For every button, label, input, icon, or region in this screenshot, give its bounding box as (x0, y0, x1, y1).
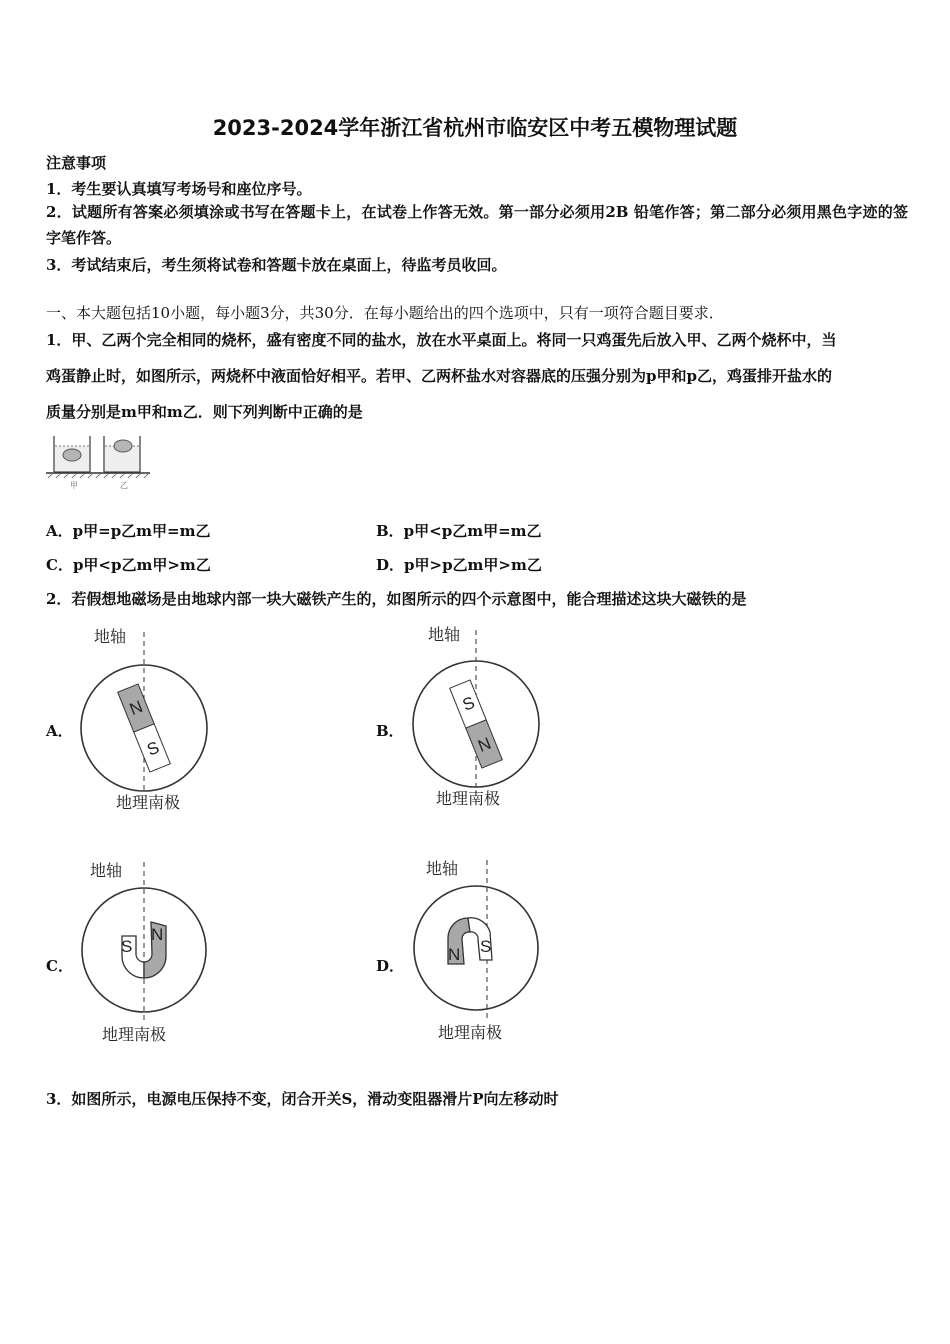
north-label: N (126, 696, 146, 720)
horseshoe-magnet (121, 922, 166, 978)
pole-label: 地理南极 (102, 1027, 167, 1044)
horseshoe-magnet (448, 918, 492, 964)
q1-option-c[interactable]: C．p甲<p乙m甲>m乙 (46, 556, 211, 574)
notice-item-1: 1．考生要认真填写考场号和座位序号。 (46, 180, 312, 198)
north-label: N (475, 733, 494, 756)
q2-option-c[interactable]: C． (46, 957, 73, 975)
q1-line-3: 质量分别是m甲和m乙．则下列判断中正确的是 (46, 403, 363, 421)
q2-option-d[interactable]: D． (376, 957, 405, 975)
q1-line-1: 1．甲、乙两个完全相同的烧杯，盛有密度不同的盐水，放在水平桌面上。将同一只鸡蛋先后放入甲、乙两个烧杯中，当 (46, 331, 837, 349)
q2-diagram-c (78, 856, 218, 1052)
q2-diagram-a (78, 622, 218, 818)
pole-label: 地理南极 (116, 795, 181, 812)
north-label: N (151, 925, 164, 944)
axis-label: 地轴 (426, 861, 459, 878)
section-heading: 一、本大题包括10小题，每小题3分，共30分．在每小题给出的四个选项中，只有一项符合题目要求． (46, 304, 724, 322)
q2-option-a[interactable]: A． (46, 722, 73, 740)
egg-b (114, 440, 132, 452)
pole-label: 地理南极 (438, 1025, 503, 1042)
south-label: S (480, 937, 492, 956)
notice-item-3: 3．考试结束后，考生须将试卷和答题卡放在桌面上，待监考员收回。 (46, 256, 507, 274)
notice-item-2: 2．试题所有答案必须填涂或书写在答题卡上，在试卷上作答无效。第一部分必须用2B 铅笔作答；第二部分必须用黑色字迹的签字笔作答。 (46, 203, 908, 247)
q1-option-b[interactable]: B．p甲<p乙m甲=m乙 (376, 522, 542, 540)
egg-a (63, 449, 81, 461)
beaker-b (104, 436, 140, 472)
q1-option-a[interactable]: A．p甲=p乙m甲=m乙 (46, 522, 211, 540)
earth-circle (82, 888, 206, 1012)
notice-heading: 注意事项 (46, 154, 107, 172)
south-label: S (144, 737, 162, 760)
q2-diagram-d (410, 856, 550, 1052)
beaker-a (54, 436, 90, 472)
q2-stem: 2．若假想地磁场是由地球内部一块大磁铁产生的，如图所示的四个示意图中，能合理描述这块大磁铁的是 (46, 590, 747, 608)
q3-stem: 3．如图所示，电源电压保持不变，闭合开关S，滑动变阻器滑片P向左移动时 (46, 1090, 559, 1108)
beaker-b-label: 乙 (120, 481, 128, 490)
axis-label: 地轴 (90, 863, 123, 880)
q1-beakers-figure (46, 432, 150, 492)
q2-option-b[interactable]: B． (376, 722, 404, 740)
pole-label: 地理南极 (436, 791, 501, 808)
q1-option-d[interactable]: D．p甲>p乙m甲>m乙 (376, 556, 542, 574)
south-label: S (459, 692, 478, 715)
axis-label: 地轴 (94, 629, 127, 646)
q2-diagram-b (410, 622, 550, 818)
q1-line-2: 鸡蛋静止时，如图所示，两烧杯中液面恰好相平。若甲、乙两杯盐水对容器底的压强分别为p甲和p乙，鸡蛋排开盐水的 (46, 367, 832, 385)
north-label: N (448, 945, 461, 964)
earth-circle (414, 886, 538, 1010)
axis-label: 地轴 (428, 627, 461, 644)
beaker-a-label: 甲 (70, 481, 78, 490)
south-label: S (121, 937, 133, 956)
page-title: 2023-2024学年浙江省杭州市临安区中考五模物理试题 (212, 116, 738, 140)
